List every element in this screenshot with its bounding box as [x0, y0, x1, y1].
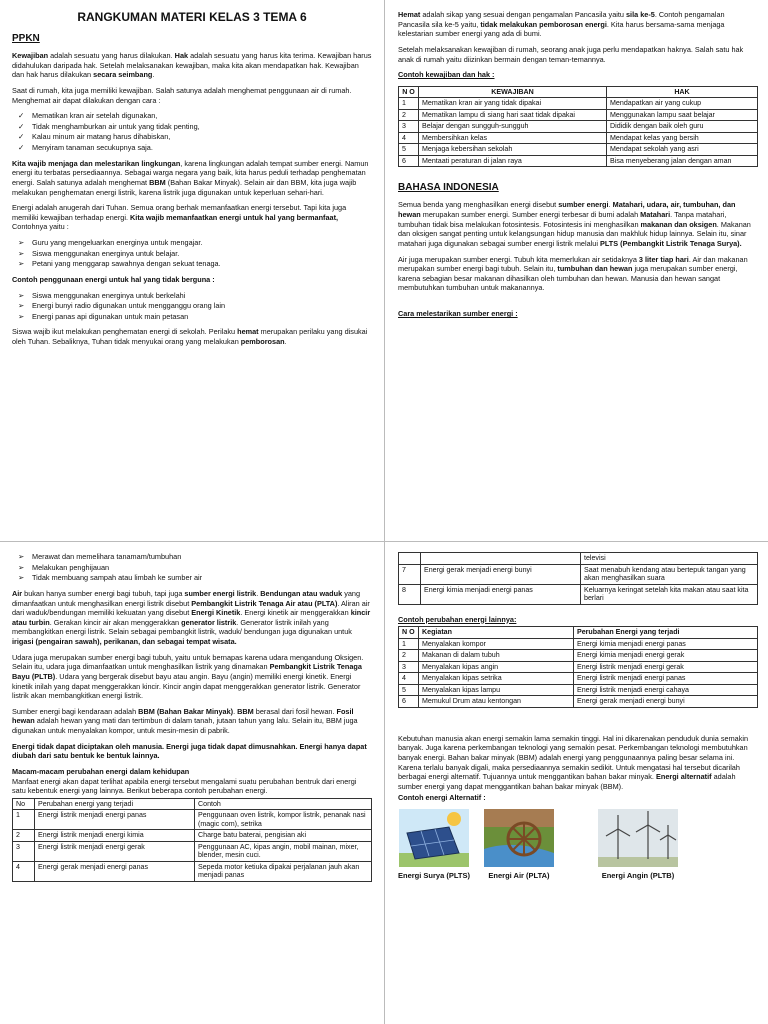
page-bottom-left: [12, 550, 372, 1020]
list-item: ➢ Melakukan penghijauan: [18, 562, 110, 572]
table-row: 5 Menyalakan kipas lampu Energi listrik menjadi energi cahaya: [399, 684, 758, 696]
list-item: ➢ Siswa menggunakan energinya untuk belajar.: [18, 248, 180, 258]
energy-change-heading: Macam-macam perubahan energi dalam kehidupan: [12, 766, 190, 776]
list-item: ➢ Merawat dan memelihara tanamam/tumbuhan: [18, 552, 182, 561]
solar-panel-icon: [399, 809, 469, 867]
water-wheel-icon: [484, 809, 554, 867]
table-row: 1 Menyalakan kompor Energi kimia menjadi energi panas: [399, 638, 758, 650]
table-row: 8 Energi kimia menjadi energi panas Keluarnya keringat setelah kita makan atau saat kita berlari: [399, 584, 758, 604]
list-item: ➢ Guru yang mengeluarkan energinya untuk mengajar.: [18, 238, 203, 248]
table-row: 3 Menyalakan kipas angin Energi listrik menjadi energi gerak: [399, 661, 758, 673]
ppkn-paragraph-4: Energi adalah anugerah dari Tuhan. Semua orang berhak memanfaatkan energi tersebut. Tapi kita juga memiliki kewajiban terhadap energi. Kita wajib memanfaatkan energi untuk hal yang bermanfaat, Contohnya yaitu :: [12, 203, 347, 232]
vertical-divider: [384, 0, 385, 1024]
list-item: ➢ Energi bunyi radio digunakan untuk mengganggu orang lain: [18, 301, 226, 311]
hydro-energy-label: Energi Air (PLTA): [488, 871, 550, 880]
check-icon: ✓: [18, 111, 25, 121]
arrow-bullet-icon: ➢: [18, 248, 25, 258]
alternative-energy-images: [398, 809, 758, 881]
water-energy-paragraph: Air juga merupakan sumber energi. Tubuh kita memerlukan air setidaknya 3 liter tiap hari. Air dan makanan merupakan sumber energi bagi tubuh. Selain itu, tumbuhan dan hewan juga merupakan sumber energi, karena sebagian besar makanan dihasilkan oleh tumbuhan dan hewan. Manusia dan hewan sangat membutuhkan tumbuhan untuk makanannya.: [398, 254, 748, 293]
table-row: 4 Membersihkan kelas Mendapat kelas yang bersih: [399, 132, 758, 144]
useless-energy-heading: Contoh penggunaan energi untuk hal yang tidak berguna :: [12, 274, 215, 284]
hemat-paragraph: Hemat adalah sikap yang sesuai dengan pengamalan Pancasila yaitu sila ke-5. Contoh pengamalan Pancasila sila ke-5 yaitu, tidak melakukan pemborosan energi. Kita harus bersama-sama menjaga kelestarian sumber energi yang ada di bumi.: [398, 10, 725, 39]
table-row: 5 Menjaga kebersihan sekolah Mendapat sekolah yang asri: [399, 144, 758, 156]
ppkn-paragraph-1: Kewajiban adalah sesuatu yang harus dilakukan. Hak adalah sesuatu yang harus kita terima. Kewajiban harus didahulukan daripada hak. Setelah melaksanakan kewajiban, maka kita akan mendapatkan hak. Kewajiban dan hak harus dilakukan secara seimbang.: [12, 51, 372, 80]
check-icon: ✓: [18, 121, 25, 131]
energy-change-table: [12, 798, 372, 882]
list-item: ✓ Tidak menghamburkan air untuk yang tidak penting,: [18, 121, 200, 131]
table-row: 6 Memukul Drum atau kentongan Energi gerak menjadi energi bunyi: [399, 696, 758, 708]
list-item: ➢ Petani yang menggarap sawahnya dengan sekuat tenaga.: [18, 259, 221, 269]
page-top-left: [12, 10, 372, 535]
table-header-row: No Perubahan energi yang terjadi Contoh: [13, 798, 372, 810]
list-item: ➢ Energi panas api digunakan untuk main petasan: [18, 311, 189, 321]
table-header-row: N O KEWAJIBAN HAK: [399, 86, 758, 98]
bbm-paragraph: Sumber energi bagi kendaraan adalah BBM (Bahan Bakar Minyak). BBM berasal dari fosil hewan. Fosil hewan adalah hewan yang mati dan tertimbun di dalam tanah, jutaan tahun yang lalu. Selain itu, BBM juga digunakan untuk menyalakan kompor, untuk mesin-mesin di pabrik.: [12, 706, 358, 735]
solar-energy-figure: [398, 809, 470, 881]
arrow-bullet-icon: ➢: [18, 573, 25, 583]
list-item: ✓ Kalau minum air matang harus dihabiskan,: [18, 132, 171, 142]
ppkn-paragraph-3: Kita wajib menjaga dan melestarikan lingkungan, karena lingkungan adalah tempat sumber energi. Namun energi itu terbatas persediaannya. Sebagai warga negara yang baik, kita harus peduli terhadap penghematan energi. Salah satunya adalah menghemat BBM (Bahan Bakar Minyak). Selain air dan BBM, kita juga wajib melakukan penghematan energi listrik, karena listrik juga digunakan untuk keperluan sehari-hari.: [12, 158, 369, 197]
list-item: ➢ Siswa menggunakan energinya untuk berkelahi: [18, 290, 186, 300]
table-row: 1 Mematikan kran air yang tidak dipakai Mendapatkan air yang cukup: [399, 98, 758, 110]
energy-conservation-paragraph: Energi tidak dapat diciptakan oleh manusia. Energi juga tidak dapat dimusnahkan. Energi hanya dapat diubah dari satu bentuk ke bentuk lainnya.: [12, 741, 367, 761]
table-row: 4 Menyalakan kipas setrika Energi listrik menjadi energi panas: [399, 673, 758, 685]
rights-paragraph: Setelah melaksanakan kewajiban di rumah, seorang anak juga perlu mendapatkan haknya. Salah satu hak anak di rumah yaitu diizinkan bermain dengan teman-temannya.: [398, 44, 744, 64]
bahasa-indonesia-heading: BAHASA INDONESIA: [398, 182, 499, 194]
page-title: RANGKUMAN MATERI KELAS 3 TEMA 6: [77, 10, 307, 24]
list-item: ✓ Menyiram tanaman secukupnya saja.: [18, 143, 153, 153]
duties-rights-heading: Contoh kewajiban dan hak :: [398, 70, 495, 80]
arrow-bullet-icon: ➢: [18, 552, 25, 561]
wind-energy-label: Energi Angin (PLTB): [601, 871, 675, 880]
alternative-energy-heading: Contoh energi Alternatif :: [398, 793, 486, 803]
energy-change-paragraph: Manfaat energi akan dapat terlihat apabila energi tersebut mengalami suatu perubahan bentruk dari energi satu kebentuk energi yang lainnya. Berikut beberapa contoh perubahan energi.: [12, 776, 357, 796]
ppkn-heading: PPKN: [12, 32, 40, 44]
arrow-bullet-icon: ➢: [18, 562, 25, 572]
table-row: televisi: [399, 553, 758, 565]
preserve-energy-list: [18, 552, 372, 583]
table-row: 3 Energi listrik menjadi energi gerak Penggunaan AC, kipas angin, mobil mainan, mixer, blender, mesin cuci.: [13, 841, 372, 861]
table-row: 6 Mentaati peraturan di jalan raya Bisa menyeberang jalan dengan aman: [399, 155, 758, 167]
other-change-heading: Contoh perubahan energi lainnya:: [398, 614, 517, 624]
solar-energy-label: Energi Surya (PLTS): [398, 871, 470, 880]
energy-source-paragraph: Semua benda yang menghasilkan energi disebut sumber energi. Matahari, udara, air, tumbuhan, dan hewan merupakan sumber energi. Sumber energi terbesar di bumi adalah Matahari. Tanpa matahari, tumbuhan tidak bisa melakukan fotosintesis. Fotosintesis ini menghasilkan makanan dan oksigen. Makanan dan oksigen sangat penting untuk kelangsungan hidup manusia dan makhluk hidup lainnya. Selain itu, sinar matahari juga digunakan sebagai sumber energi listrik melalui PLTS (Pembangkit Listrik Tenaga Surya).: [398, 200, 751, 248]
wind-energy-figure: [598, 809, 678, 881]
arrow-bullet-icon: ➢: [18, 301, 25, 311]
table-row: 7 Energi gerak menjadi energi bunyi Saat menabuh kendang atau bertepuk tangan yang akan menghasilkan suara: [399, 564, 758, 584]
list-item: ➢ Tidak membuang sampah atau limbah ke sumber air: [18, 573, 203, 583]
preserve-energy-heading: Cara melestarikan sumber energi :: [398, 309, 518, 319]
table-row: 3 Belajar dengan sungguh-sungguh Dididik dengan baik oleh guru: [399, 121, 758, 133]
hydro-energy-figure: [484, 809, 554, 881]
useful-energy-list: [18, 238, 372, 269]
page-bottom-right: [398, 550, 758, 1020]
table-row: 1 Energi listrik menjadi energi panas Penggunaan oven listrik, kompor listrik, penanak nasi (magic com), setrika: [13, 810, 372, 830]
table-row: 4 Energi gerak menjadi energi panas Sepeda motor ketiuka dipakai perjalanan jauh akan menjadi panas: [13, 861, 372, 881]
arrow-bullet-icon: ➢: [18, 290, 25, 300]
page-top-right: [398, 10, 758, 535]
other-change-table: [398, 626, 758, 708]
check-icon: ✓: [18, 132, 25, 142]
pltb-paragraph: Udara juga merupakan sumber energi bagi tubuh, yaitu untuk bernapas karena udara mengandung Oksigen. Selain itu, udara juga dimanfaatkan untuk menghasilkan listrik yang dinamakan Pembangkit Listrik Tenaga Bayu (PLTB). Udara yang bergerak disebut bayu atau angin. Bayu (angin) memiliki energi kinetik. Energi kinetik inilah yang dapat menggerakkan kincir. Kincir angin dapat menggerakkan generator listrik. Generator listrik akan membangkitkan energi listrik.: [12, 652, 364, 701]
alternative-energy-paragraph: Kebutuhan manusia akan energi semakin lama semakin tinggi. Hal ini dikarenakan penduduk dunia semakin banyak. Juga karena perkembangan teknologi yang semakin pesat. Perkembangan teknologi membutuhkan banyak energi. Bahan bakar minyak (BBM) adalah energi yang penggunaannya paling besar selama ini. Karena terlalu banyak digali, maka persediaannya semakin sedikit. Untuk mengatasi hal tersebut dicarilah berbagai energi alternatif. Tujuannya untuk menggantikan bahan bakar minyak. Energi alternatif adalah sumber energi yang dapat menggantikan bahan bakar minyak (BBM).: [398, 733, 749, 791]
table-row: 2 Energi listrik menjadi energi kimia Charge batu baterai, pengisian aki: [13, 830, 372, 842]
water-saving-list: [18, 111, 372, 153]
table-header-row: N O Kegiatan Perubahan Energi yang terjadi: [399, 627, 758, 639]
ppkn-paragraph-5: Siswa wajib ikut melakukan penghematan energi di sekolah. Perilaku hemat merupakan perilaku yang disukai oleh Tuhan. Sebaliknya, Tuhan tidak menyukai orang yang melakukan pemborosan.: [12, 327, 368, 347]
table-row: 2 Makanan di dalam tubuh Energi kimia menjadi energi gerak: [399, 650, 758, 662]
plta-paragraph: Air bukan hanya sumber energi bagi tubuh, tapi juga sumber energi listrik. Bendungan atau waduk yang dimanfaatkan untuk menghasilkan energi listrik disebut Pembangkit Listrik Tenaga Air atau (PLTA). Aliran air dari waduk/bendungan memiliki kekuatan yang disebut Energi Kinetik. Energi kinetik air menggerakkan kincir atau turbin. Gerakan kincir air akan menggerakkan generator listrik. Generator listrik inilah yang membangkitkan energi listrik. Selain sebagai pembangkit listrik, waduk/ bendungan juga digunakan untuk irigasi (pengairan sawah), perikanan, dan sebagai tempat wisata.: [12, 588, 371, 646]
table-row: 2 Mematikan lampu di siang hari saat tidak dipakai Menggunakan lampu saat belajar: [399, 109, 758, 121]
arrow-bullet-icon: ➢: [18, 238, 25, 248]
useless-energy-list: [18, 291, 372, 322]
duties-rights-table: [398, 86, 758, 168]
list-item: ✓ Mematikan kran air setelah digunakan,: [18, 111, 158, 121]
check-icon: ✓: [18, 143, 25, 153]
ppkn-paragraph-2: Saat di rumah, kita juga memiliki kewajiban. Salah satunya adalah menghemat penggunaan air di rumah. Menghemat air dapat dilakukan dengan cara :: [12, 85, 352, 105]
wind-turbine-icon: [598, 809, 678, 867]
arrow-bullet-icon: ➢: [18, 259, 25, 269]
energy-change-table-continued: [398, 552, 758, 605]
arrow-bullet-icon: ➢: [18, 311, 25, 321]
